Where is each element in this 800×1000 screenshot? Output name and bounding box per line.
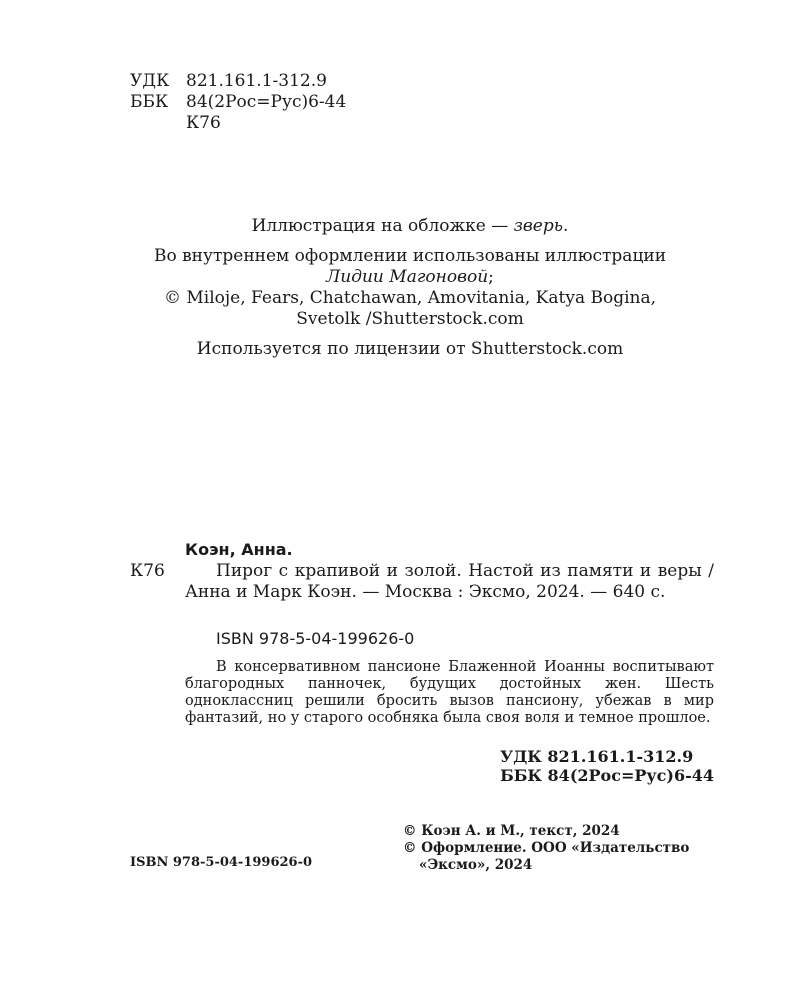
record-author: Коэн, Анна.: [185, 540, 293, 559]
inner-artist-suffix: ;: [488, 267, 494, 287]
udk-value: 821.161.1-312.9: [186, 71, 327, 91]
author-mark: К76: [186, 113, 221, 133]
footer-isbn: ISBN 978-5-04-199626-0: [130, 855, 313, 870]
record-annotation: В консервативном пансионе Блаженной Иоанны воспитывают благородных панночек, будущих достойных жен. Шесть одноклассниц решили бросить вызов пансиону, убежав в мир фантазий, но у старого особняка была своя воля и темное прошлое.: [185, 659, 714, 726]
bbk-value: 84(2Рос=Рус)6-44: [186, 92, 347, 112]
inner-credit: [110, 246, 710, 330]
record-classification: [500, 747, 714, 785]
copyright-design-line-1: © Оформление. ООО «Издательство: [403, 840, 690, 856]
copyright-text: © Коэн А. и М., текст, 2024: [403, 823, 620, 839]
stock-credit-line-2: Svetolk /Shutterstock.com: [296, 309, 524, 329]
bbk-row: [130, 92, 346, 113]
record-udk: УДК 821.161.1-312.9: [500, 747, 694, 766]
copyright-block: [403, 823, 689, 874]
cover-credit: [110, 216, 710, 237]
bbk-label: ББК: [130, 92, 169, 112]
cover-credit-suffix: .: [563, 216, 569, 236]
stock-credit-line-1: © Miloje, Fears, Chatchawan, Amovitania, Katya Bogina,: [163, 288, 657, 308]
inner-artist: Лидии Магоновой: [326, 267, 489, 287]
record-description: Пирог с крапивой и золой. Настой из памяти и веры / Анна и Марк Коэн. — Москва : Эксмо, 2024. — 640 с.: [185, 561, 714, 602]
inner-credit-line: Во внутреннем оформлении использованы иллюстрации: [153, 246, 667, 266]
copyright-design-line-2: «Эксмо», 2024: [419, 857, 533, 873]
license-note: Используется по лицензии от Shutterstock.com: [196, 339, 624, 359]
record-isbn: ISBN 978-5-04-199626-0: [216, 629, 415, 648]
cover-artist: зверь: [513, 216, 564, 236]
udk-label: УДК: [130, 71, 170, 91]
record-bbk: ББК 84(2Рос=Рус)6-44: [500, 766, 714, 785]
cover-credit-prefix: Иллюстрация на обложке —: [251, 216, 514, 236]
udk-row: [130, 71, 346, 92]
classification-block: [130, 71, 346, 134]
author-mark-row: [130, 113, 346, 134]
record-mark: К76: [130, 561, 165, 581]
